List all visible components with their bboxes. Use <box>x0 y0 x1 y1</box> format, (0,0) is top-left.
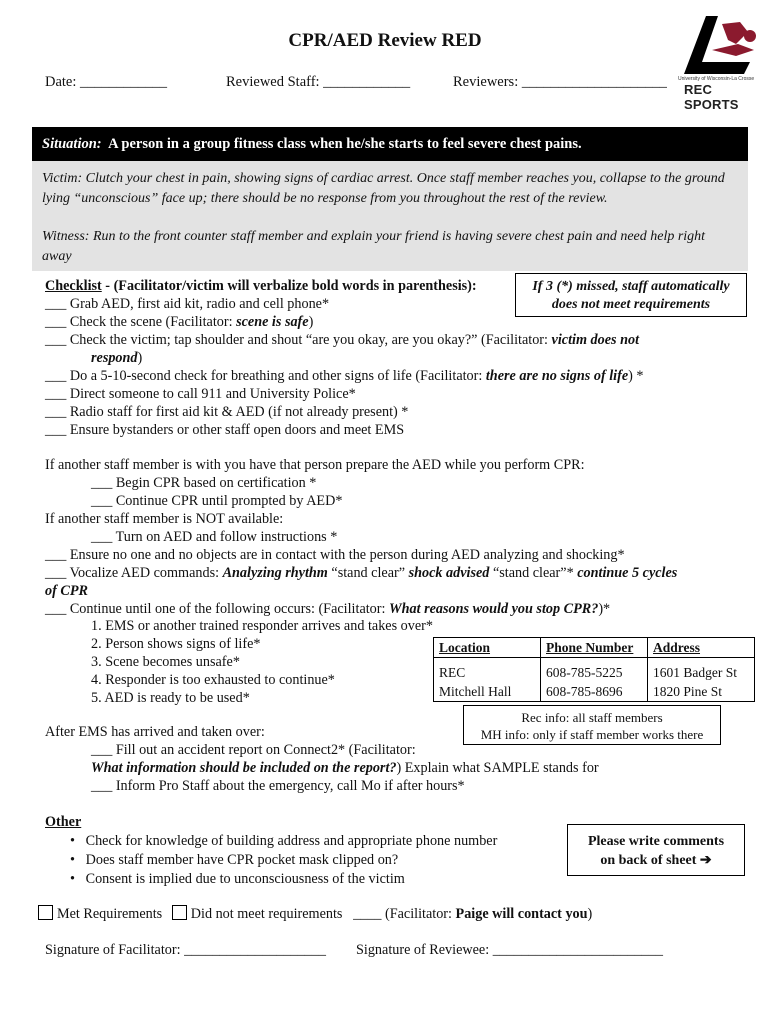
reason-item: 2. Person shows signs of life* <box>91 636 261 652</box>
check-victim-text: ___ Check the victim; tap shoulder and shout “are you okay, are you okay?” (Facilitator: <box>45 332 552 348</box>
rec-info-line-1: Rec info: all staff members <box>521 710 663 725</box>
check-victim-bold: victim does not <box>551 332 640 348</box>
reason-item: 3. Scene becomes unsafe* <box>91 654 240 670</box>
aed-another-staff: If another staff member is with you have that person prepare the AED while you perform CPR: <box>45 457 585 473</box>
comments-line-1: Please write comments <box>587 834 725 849</box>
missed-requirements-box <box>515 273 747 317</box>
reason-item: 4. Responder is too exhausted to continue* <box>91 672 335 688</box>
check-scene[interactable] <box>45 313 313 331</box>
reason-item: 5. AED is ready to be used* <box>91 690 250 706</box>
after-ems-inform[interactable]: ___ Inform Pro Staff about the emergency, call Mo if after hours* <box>91 778 465 794</box>
column-header: Address <box>648 638 755 658</box>
aed-vocalize-b4: of CPR <box>45 583 88 599</box>
page-title: CPR/AED Review RED <box>288 30 482 51</box>
other-bullet-text: Does staff member have CPR pocket mask clipped on? <box>85 852 399 868</box>
facilitator-note-post: ) <box>587 906 593 922</box>
check-scene-text: ___ Check the scene (Facilitator: <box>45 314 237 330</box>
comments-line-2: on back of sheet ➔ <box>600 853 712 868</box>
not-met-checkbox[interactable] <box>172 905 187 920</box>
date-field[interactable]: Date: ____________ <box>45 74 168 90</box>
aed-vocalize-b3: continue 5 cycles <box>577 565 678 581</box>
after-ems-report[interactable]: ___ Fill out an accident report on Connect2* (Facilitator: <box>91 742 416 758</box>
rec-info-line-2: MH info: only if staff member works there <box>480 727 704 742</box>
not-met-label: Did not meet requirements <box>190 906 343 922</box>
reviewed-staff-field[interactable]: Reviewed Staff: ____________ <box>226 74 411 90</box>
table-cell: 1820 Pine St <box>648 682 755 702</box>
after-ems-report-post: ) Explain what SAMPLE stands for <box>396 760 599 776</box>
list-item: • Does staff member have CPR pocket mask clipped on? <box>70 852 399 868</box>
table-cell: 608-785-5225 <box>541 658 648 683</box>
other-bullet-text: Check for knowledge of building address and appropriate phone number <box>85 833 498 849</box>
aed-vocalize-t2: “stand clear”* <box>489 565 578 581</box>
aed-vocalize-text: ___ Vocalize AED commands: <box>45 565 223 581</box>
aed-vocalize-cont <box>45 582 88 600</box>
facilitator-note-text: ____ (Facilitator: <box>353 906 456 922</box>
check-bystanders[interactable]: ___ Ensure bystanders or other staff open doors and meet EMS <box>45 422 405 438</box>
aed-continue-cpr[interactable]: ___ Continue CPR until prompted by AED* <box>91 493 343 509</box>
aed-not-available: If another staff member is NOT available: <box>45 511 284 527</box>
check-call-911[interactable]: ___ Direct someone to call 911 and University Police* <box>45 386 356 402</box>
check-scene-bold: scene is safe <box>236 314 309 330</box>
roles-panel <box>32 161 748 271</box>
after-ems-heading: After EMS has arrived and taken over: <box>45 724 265 740</box>
aed-vocalize-t1: “stand clear” <box>327 565 409 581</box>
check-radio-staff[interactable]: ___ Radio staff for first aid kit & AED (if not already present) * <box>45 404 409 420</box>
aed-vocalize[interactable] <box>45 564 677 582</box>
missed-line-2: does not meet requirements <box>551 297 711 312</box>
rec-sports-logo <box>678 14 766 112</box>
after-ems-report-cont <box>91 759 599 777</box>
witness-instructions: Witness: Run to the front counter staff member and explain your friend is having severe chest pain and need help right away <box>42 229 706 264</box>
column-header: Phone Number <box>541 638 648 658</box>
aed-begin-cpr[interactable]: ___ Begin CPR based on certification * <box>91 475 317 491</box>
reason-item: 1. EMS or another trained responder arrives and takes over* <box>91 618 433 634</box>
aed-vocalize-b2: shock advised <box>408 565 490 581</box>
aed-continue-bold: What reasons would you stop CPR? <box>389 601 599 617</box>
table-cell: 608-785-8696 <box>541 682 648 702</box>
aed-continue-until[interactable] <box>45 600 610 618</box>
facilitator-note-bold: Paige will contact you <box>455 906 588 922</box>
aed-turn-on[interactable]: ___ Turn on AED and follow instructions * <box>91 529 338 545</box>
signature-reviewee[interactable]: Signature of Reviewee: ________________________ <box>356 942 663 958</box>
table-row <box>434 658 755 683</box>
check-victim-cont <box>91 349 142 367</box>
check-victim-post: ) <box>137 350 143 366</box>
other-heading: Other <box>45 814 82 830</box>
checklist-heading <box>45 277 477 295</box>
aed-continue-post: )* <box>598 601 611 617</box>
table-cell: REC <box>434 658 541 683</box>
comments-note-box <box>567 824 745 876</box>
checklist-note: - (Facilitator/victim will verbalize bold words in parenthesis): <box>101 278 477 294</box>
situation-text: A person in a group fitness class when he/she starts to feel severe chest pains. <box>108 136 582 152</box>
met-requirements-checkbox[interactable] <box>38 905 53 920</box>
victim-instructions: Victim: Clutch your chest in pain, showing signs of cardiac arrest. Once staff member reaches you, collapse to the ground lying “unconscious” face up; there should be no response from you throughout the rest of the review. <box>42 171 725 206</box>
situation-banner <box>32 127 748 161</box>
check-victim[interactable] <box>45 331 639 349</box>
phone-table <box>433 637 755 702</box>
logo-subtitle: University of Wisconsin-La Crosse <box>678 76 755 82</box>
check-grab-aed[interactable]: ___ Grab AED, first aid kit, radio and cell phone* <box>45 296 330 312</box>
list-item: • Consent is implied due to unconsciousness of the victim <box>70 871 405 887</box>
missed-line-1: If 3 (*) missed, staff automatically <box>532 279 730 294</box>
table-row <box>434 682 755 702</box>
check-breathing-post: ) * <box>628 368 644 384</box>
reviewers-field[interactable]: Reviewers: ____________________ <box>453 74 667 90</box>
aed-continue-text: ___ Continue until one of the following occurs: (Facilitator: <box>45 601 389 617</box>
result-row <box>38 905 592 923</box>
column-header: Location <box>434 638 541 658</box>
other-bullet-text: Consent is implied due to unconsciousness of the victim <box>85 871 405 887</box>
aed-vocalize-b1: Analyzing rhythm <box>222 565 328 581</box>
after-ems-report-bold: What information should be included on the report? <box>91 760 397 776</box>
check-scene-post: ) <box>308 314 314 330</box>
check-breathing-text: ___ Do a 5-10-second check for breathing and other signs of life (Facilitator: <box>45 368 486 384</box>
check-breathing[interactable] <box>45 367 644 385</box>
table-cell: Mitchell Hall <box>434 682 541 702</box>
signature-facilitator[interactable]: Signature of Facilitator: ____________________ <box>45 942 326 958</box>
table-header-row <box>434 638 755 658</box>
logo-mark-icon <box>678 14 766 76</box>
list-item: • Check for knowledge of building address and appropriate phone number <box>70 833 498 849</box>
check-breathing-bold: there are no signs of life <box>485 368 629 384</box>
check-victim-bold2: respond <box>91 350 138 366</box>
met-requirements-label: Met Requirements <box>57 906 163 922</box>
rec-info-box <box>463 705 721 745</box>
situation-label: Situation: <box>42 136 102 152</box>
logo-name: REC SPORTS <box>684 82 739 112</box>
checklist-title: Checklist <box>45 278 102 294</box>
aed-ensure-no-contact[interactable]: ___ Ensure no one and no objects are in contact with the person during AED analyzing and shocking* <box>45 547 625 563</box>
table-cell: 1601 Badger St <box>648 658 755 683</box>
